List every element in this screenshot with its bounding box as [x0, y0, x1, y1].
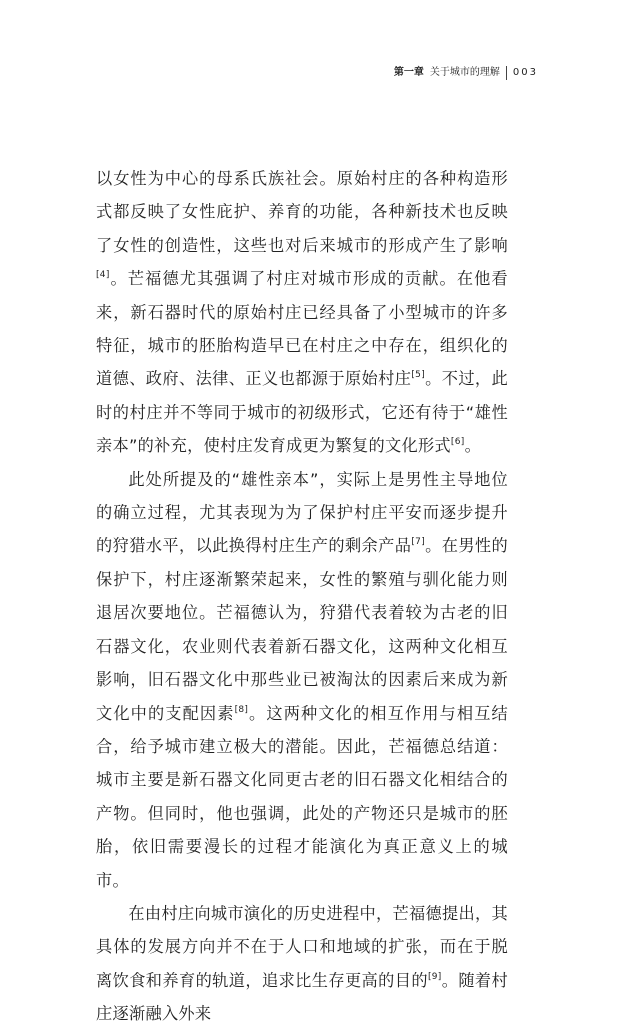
citation-marker: [5] — [411, 370, 426, 381]
paragraph-text: 。不过，此时的村庄并不等同于城市的初级形式，它还有待于“雄性亲本”的补充，使村庄发育成更为繁复的文化形式 — [96, 369, 509, 456]
paragraph-text: 在由村庄向城市演化的历史进程中，芒福德提出，其具体的发展方向并不在于人口和地域的扩张，而在于脱离饮食和养育的轨道，追求比生存更高的目的 — [96, 903, 508, 990]
page-number: 003 — [512, 67, 538, 78]
citation-marker: [6] — [450, 437, 465, 448]
chapter-label: 第一章 — [393, 67, 424, 78]
paragraph — [96, 897, 508, 1031]
header-divider — [506, 66, 507, 80]
paragraph-text: 。在男性的保护下，村庄逐渐繁荣起来，女性的繁殖与驯化能力则退居次要地位。芒福德认为，狩猎代表着较为古老的旧石器文化，农业则代表着新石器文化，这两种文化相互影响，旧石器文化中那些业已被淘汰的因素后来成为新文化中的支配因素 — [96, 536, 509, 723]
running-header — [394, 66, 538, 80]
paragraph — [96, 162, 508, 463]
citation-marker: [7] — [411, 537, 426, 548]
citation-marker: [9] — [427, 971, 442, 982]
paragraph-text: 。芒福德尤其强调了村庄对城市形成的贡献。在他看来，新石器时代的原始村庄已经具备了小型城市的许多特征，城市的胚胎构造早已在村庄之中存在，组织化的道德、政府、法律、正义也都源于原始村庄 — [96, 269, 508, 389]
citation-marker: [8] — [234, 704, 249, 715]
paragraph-text: 此处所提及的“雄性亲本”，实际上是男性主导地位的确立过程，尤其表现为为了保护村庄平安而逐步提升的狩猎水平，以此换得村庄生产的剩余产品 — [96, 469, 508, 556]
chapter-title: 关于城市的理解 — [429, 67, 500, 78]
body-text — [96, 162, 508, 1031]
paragraph-text: 。 — [464, 436, 482, 456]
paragraph-text: 以女性为中心的母系氏族社会。原始村庄的各种构造形式都反映了女性庇护、养育的功能，各种新技术也反映了女性的创造性，这些也对后来城市的形成产生了影响 — [96, 169, 508, 255]
paragraph — [96, 463, 508, 897]
paragraph-text: 。随着村庄逐渐融入外来 — [96, 970, 508, 1024]
citation-marker: [4] — [96, 270, 110, 281]
paragraph-text: 。这两种文化的相互作用与相互结合，给予城市建立极大的潜能。因此，芒福德总结道：城市主要是新石器文化同更古老的旧石器文化相结合的产物。但同时，他也强调，此处的产物还只是城市的胚胎，依旧需要漫长的过程才能演化为真正意义上的城市。 — [96, 703, 509, 890]
